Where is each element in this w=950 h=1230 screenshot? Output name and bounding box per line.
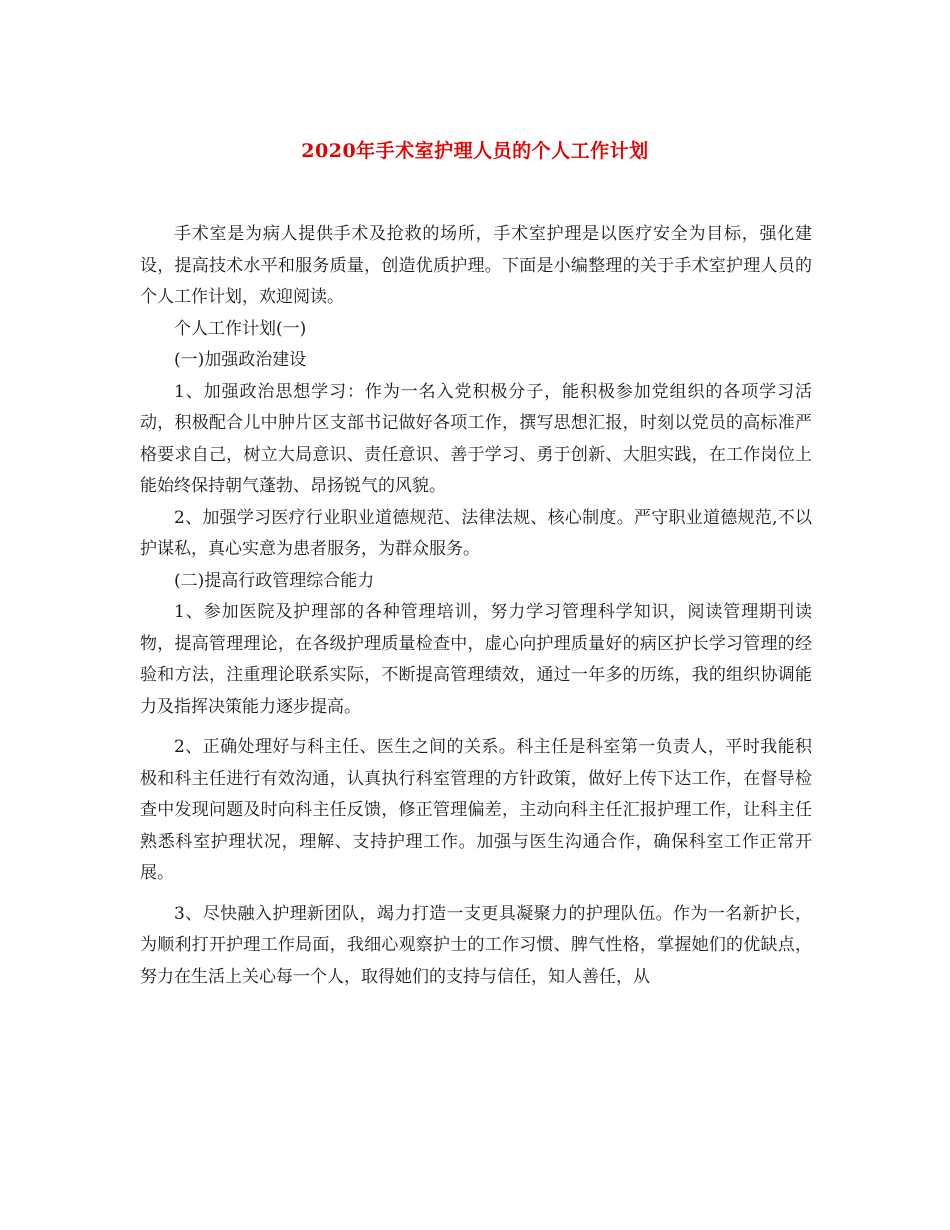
paragraph: 1、参加医院及护理部的各种管理培训，努力学习管理科学知识，阅读管理期刊读物，提高管理理论，在各级护理质量检查中，虚心向护理质量好的病区护长学习管理的经验和方法，注重理论联系实际，不断提高管理绩效，通过一年多的历练，我的组织协调能力及指挥决策能力逐步提高。	[140, 602, 812, 717]
paragraph: 2、加强学习医疗行业职业道德规范、法律法规、核心制度。严守职业道德规范,不以护谋私，真心实意为患者服务，为群众服务。	[140, 507, 812, 559]
paragraph: 1、加强政治思想学习：作为一名入党积极分子，能积极参加党组织的各项学习活动，积极配合儿中肿片区支部书记做好各项工作，撰写思想汇报，时刻以党员的高标准严格要求自己，树立大局意识、责任意识、善于学习、勇于创新、大胆实践，在工作岗位上能始终保持朝气蓬勃、昂扬锐气的风貌。	[140, 381, 812, 496]
paragraph-intro: 手术室是为病人提供手术及抢救的场所，手术室护理是以医疗安全为目标，强化建设，提高技术水平和服务质量，创造优质护理。下面是小编整理的关于手术室护理人员的个人工作计划，欢迎阅读。	[140, 224, 812, 307]
subsection-heading: (一)加强政治建设	[174, 350, 307, 370]
section-heading: 个人工作计划(一)	[174, 318, 307, 339]
paragraph: 3、尽快融入护理新团队，竭力打造一支更具凝聚力的护理队伍。作为一名新护长，为顺利打开护理工作局面，我细心观察护士的工作习惯、脾气性格，掌握她们的优缺点，努力在生活上关心每一个人，取得她们的支持与信任，知人善任，从	[140, 903, 812, 987]
document-title: 2020年手术室护理人员的个人工作计划	[301, 140, 649, 162]
paragraph: 2、正确处理好与科主任、医生之间的关系。科主任是科室第一负责人，平时我能积极和科主任进行有效沟通，认真执行科室管理的方针政策，做好上传下达工作，在督导检查中发现问题及时向科主任反馈，修正管理偏差，主动向科主任汇报护理工作，让科主任熟悉科室护理状况，理解、支持护理工作。加强与医生沟通合作，确保科室工作正常开展。	[140, 737, 812, 883]
document-body	[140, 219, 812, 993]
subsection-heading: (二)提高行政管理综合能力	[174, 570, 375, 591]
